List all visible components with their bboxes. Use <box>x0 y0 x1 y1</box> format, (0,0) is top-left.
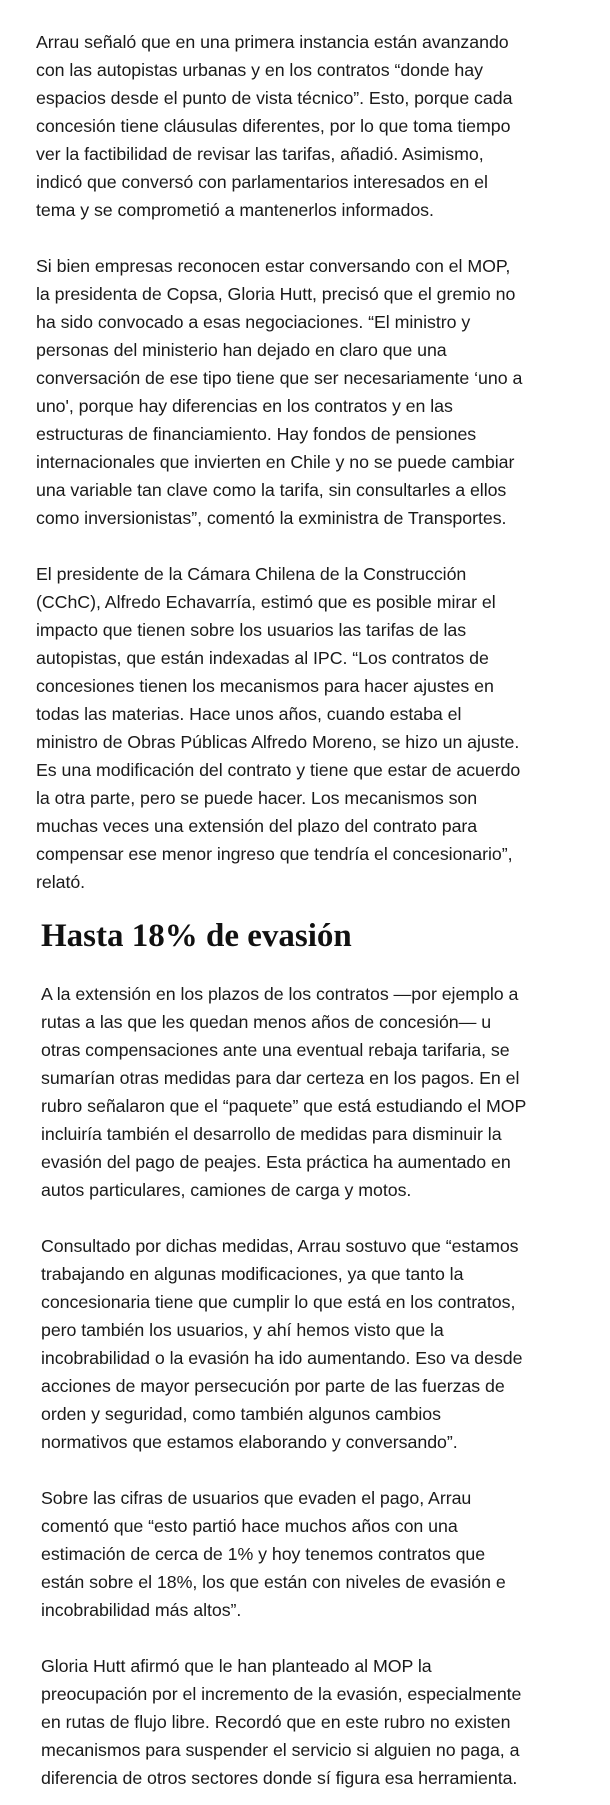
paragraph-line: rutas a las que les quedan menos años de concesión— u <box>41 1012 492 1032</box>
paragraph-line: la otra parte, pero se puede hacer. Los mecanismos son <box>36 788 478 808</box>
paragraph-spacer <box>36 224 590 252</box>
paragraph-line: estructuras de financiamiento. Hay fondos de pensiones <box>36 424 477 444</box>
paragraph-spacer <box>41 1456 590 1484</box>
paragraph-line: ministro de Obras Públicas Alfredo Moreno, se hizo un ajuste. <box>36 732 520 752</box>
paragraph-line: impacto que tienen sobre los usuarios las tarifas de las <box>36 620 467 640</box>
section-heading: Hasta 18% de evasión <box>41 918 352 954</box>
paragraph-line: Consultado por dichas medidas, Arrau sostuvo que “estamos <box>41 1236 519 1256</box>
paragraph-line: Gloria Hutt afirmó que le han planteado al MOP la <box>41 1656 432 1676</box>
paragraph-line: concesionaria tiene que cumplir lo que está en los contratos, <box>41 1292 516 1312</box>
paragraph-line: sumarían otras medidas para dar certeza en los pagos. En el <box>41 1068 520 1088</box>
paragraph-line: pero también los usuarios, y ahí hemos visto que la <box>41 1320 444 1340</box>
paragraph-line: Arrau señaló que en una primera instancia están avanzando <box>36 32 509 52</box>
paragraph-line: normativos que estamos elaborando y conversando”. <box>41 1432 458 1452</box>
paragraph-line: incluiría también el desarrollo de medidas para disminuir la <box>41 1124 502 1144</box>
paragraph-line: ver la factibilidad de revisar las tarifas, añadió. Asimismo, <box>36 144 484 164</box>
paragraph-line: conversación de ese tipo tiene que ser necesariamente ‘uno a <box>36 368 523 388</box>
paragraph <box>36 252 590 532</box>
paragraph-line: autos particulares, camiones de carga y motos. <box>41 1180 412 1200</box>
paragraph-line: acciones de mayor persecución por parte de las fuerzas de <box>41 1376 505 1396</box>
paragraph-line: otras compensaciones ante una eventual rebaja tarifaria, se <box>41 1040 510 1060</box>
paragraph-line: incobrabilidad más altos”. <box>41 1600 242 1620</box>
paragraph-line: como inversionistas”, comentó la exministra de Transportes. <box>36 508 507 528</box>
paragraph-line: la presidenta de Copsa, Gloria Hutt, precisó que el gremio no <box>36 284 516 304</box>
paragraph-line: ha sido convocado a esas negociaciones. “El ministro y <box>36 312 471 332</box>
paragraph <box>41 1484 590 1624</box>
article-body <box>36 28 590 1792</box>
paragraph-spacer <box>41 1204 590 1232</box>
article-paragraphs-before <box>36 28 590 896</box>
paragraph-line: (CChC), Alfredo Echavarría, estimó que es posible mirar el <box>36 592 496 612</box>
paragraph <box>41 980 590 1204</box>
paragraph-line: El presidente de la Cámara Chilena de la Construcción <box>36 564 467 584</box>
paragraph-line: incobrabilidad o la evasión ha ido aumentando. Eso va desde <box>41 1348 523 1368</box>
paragraph-line: trabajando en algunas modificaciones, ya que tanto la <box>41 1264 464 1284</box>
paragraph-line: mecanismos para suspender el servicio si alguien no paga, a <box>41 1740 520 1760</box>
paragraph-line: muchas veces una extensión del plazo del contrato para <box>36 816 478 836</box>
paragraph-line: espacios desde el punto de vista técnico”. Esto, porque cada <box>36 88 513 108</box>
paragraph-line: orden y seguridad, como también algunos cambios <box>41 1404 441 1424</box>
paragraph-line: una variable tan clave como la tarifa, sin consultarles a ellos <box>36 480 507 500</box>
paragraph-line: Es una modificación del contrato y tiene que estar de acuerdo <box>36 760 521 780</box>
paragraph-line: estimación de cerca de 1% y hoy tenemos contratos que <box>41 1544 486 1564</box>
paragraph-line: concesión tiene cláusulas diferentes, por lo que toma tiempo <box>36 116 511 136</box>
paragraph-line: indicó que conversó con parlamentarios interesados en el <box>36 172 488 192</box>
article-paragraphs-after <box>41 980 590 1792</box>
paragraph-spacer <box>36 532 590 560</box>
paragraph-line: con las autopistas urbanas y en los contratos “donde hay <box>36 60 483 80</box>
paragraph-line: Si bien empresas reconocen estar conversando con el MOP, <box>36 256 511 276</box>
paragraph-line: preocupación por el incremento de la evasión, especialmente <box>41 1684 522 1704</box>
paragraph-line: en rutas de flujo libre. Recordó que en este rubro no existen <box>41 1712 511 1732</box>
paragraph-line: A la extensión en los plazos de los contratos —por ejemplo a <box>41 984 519 1004</box>
paragraph <box>36 560 590 896</box>
paragraph-line: tema y se comprometió a mantenerlos informados. <box>36 200 434 220</box>
paragraph-line: evasión del pago de peajes. Esta práctica ha aumentado en <box>41 1152 511 1172</box>
paragraph <box>41 1232 590 1456</box>
paragraph-line: Sobre las cifras de usuarios que evaden el pago, Arrau <box>41 1488 472 1508</box>
paragraph-line: internacionales que invierten en Chile y no se puede cambiar <box>36 452 515 472</box>
paragraph-line: todas las materias. Hace unos años, cuando estaba el <box>36 704 462 724</box>
paragraph <box>36 28 590 224</box>
paragraph-line: rubro señalaron que el “paquete” que está estudiando el MOP <box>41 1096 527 1116</box>
paragraph-line: personas del ministerio han dejado en claro que una <box>36 340 447 360</box>
paragraph-line: uno', porque hay diferencias en los contratos y en las <box>36 396 453 416</box>
paragraph-line: relató. <box>36 872 86 892</box>
paragraph-line: comentó que “esto partió hace muchos años con una <box>41 1516 458 1536</box>
paragraph-spacer <box>41 1624 590 1652</box>
paragraph <box>41 1652 590 1792</box>
paragraph-line: están sobre el 18%, los que están con niveles de evasión e <box>41 1572 506 1592</box>
paragraph-line: concesiones tienen los mecanismos para hacer ajustes en <box>36 676 494 696</box>
paragraph-line: autopistas, que están indexadas al IPC. “Los contratos de <box>36 648 489 668</box>
paragraph-line: compensar ese menor ingreso que tendría el concesionario”, <box>36 844 513 864</box>
paragraph-line: diferencia de otros sectores donde sí figura esa herramienta. <box>41 1768 518 1788</box>
